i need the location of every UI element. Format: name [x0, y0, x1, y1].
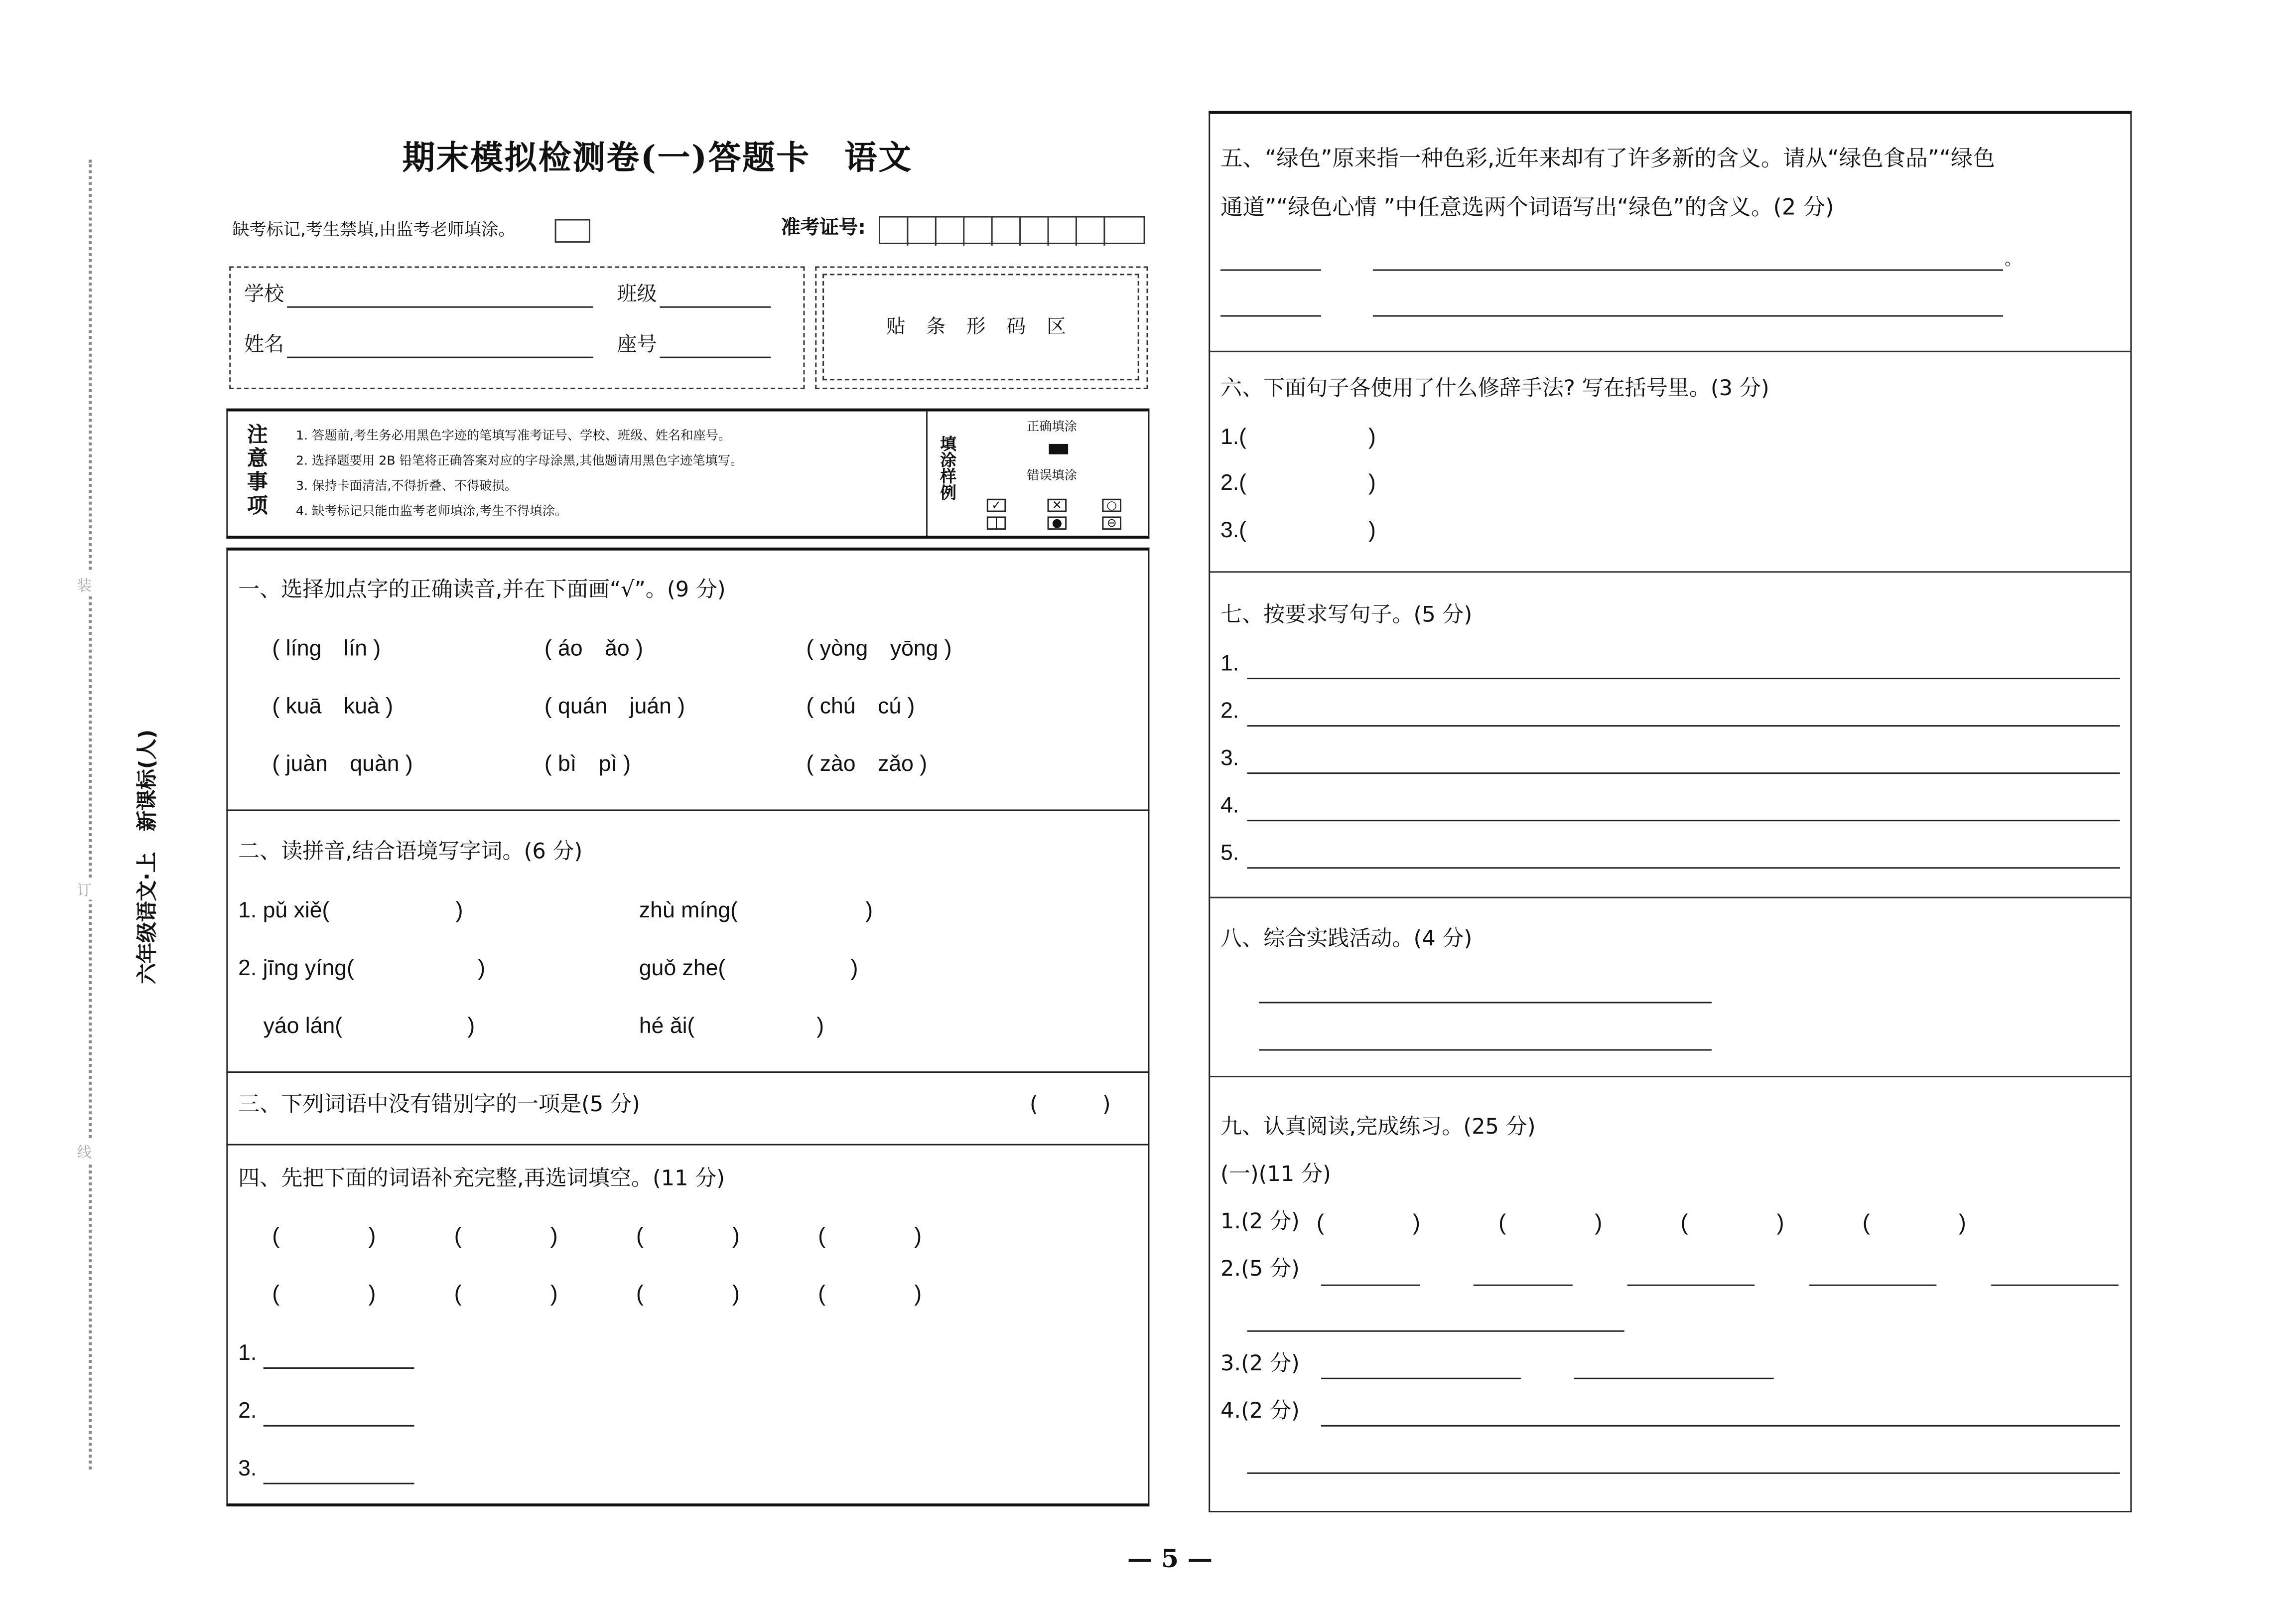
- q7-line[interactable]: [1247, 867, 2120, 869]
- q2-item: 1. pǔ xiě(: [238, 898, 330, 924]
- q5-title-line2: 通道”“绿色心情 ”中任意选两个词语写出“绿色”的含义。(2 分): [1220, 194, 1834, 221]
- q1-option[interactable]: ( líng lín ): [272, 636, 381, 662]
- q5-end-mark: 。: [2004, 250, 2021, 270]
- exam-id-grid[interactable]: [879, 216, 1145, 244]
- q2-close: ): [816, 1014, 824, 1039]
- notice-heading: 注意事项: [244, 423, 268, 518]
- exam-id-label: 准考证号:: [781, 217, 866, 240]
- q9-sub4-label: 4.(2 分): [1220, 1400, 1300, 1424]
- binding-mark-zhuang: 装: [77, 573, 92, 595]
- q4-blank-line[interactable]: [264, 1367, 414, 1369]
- exam-id-cell[interactable]: [908, 218, 936, 246]
- q9-sub2-line[interactable]: [1809, 1285, 1936, 1286]
- q1-option[interactable]: ( quán juán ): [544, 694, 685, 720]
- q5-meaning-field[interactable]: [1373, 315, 2003, 317]
- q1-option[interactable]: ( chú cú ): [806, 694, 915, 720]
- sample-heading: 填涂样例: [938, 435, 957, 500]
- q8-title: 八、综合实践活动。(4 分): [1220, 928, 1473, 952]
- q8-line[interactable]: [1259, 1049, 1712, 1051]
- q4-blank-line[interactable]: [264, 1425, 414, 1427]
- wrong-circle-mark-icon: ○: [1102, 499, 1121, 512]
- q7-line[interactable]: [1247, 725, 2120, 727]
- q4-bracket[interactable]: ( ): [272, 1281, 376, 1307]
- wrong-dot-mark-icon: ●: [1048, 516, 1067, 530]
- notice-item: 3. 保持卡面清洁,不得折叠、不得破损。: [295, 479, 517, 494]
- wrong-fill-label: 错误填涂: [1026, 469, 1077, 484]
- absent-mark-box[interactable]: [555, 219, 590, 243]
- q2-close: ): [865, 898, 873, 924]
- q9-sub2-line[interactable]: [1627, 1285, 1755, 1286]
- q9-sub2-line[interactable]: [1474, 1285, 1573, 1286]
- barcode-area: [822, 274, 1139, 380]
- q1-option[interactable]: ( yòng yōng ): [806, 636, 952, 662]
- right-answer-area: [1209, 111, 2132, 1512]
- section-divider: [226, 1071, 1149, 1073]
- q5-meaning-field[interactable]: [1373, 269, 2003, 271]
- q8-line[interactable]: [1259, 1002, 1712, 1003]
- q2-close: ): [850, 956, 858, 981]
- exam-id-cell[interactable]: [1077, 218, 1105, 246]
- name-field[interactable]: [287, 357, 593, 358]
- section-divider: [1209, 351, 2132, 352]
- q7-line[interactable]: [1247, 772, 2120, 774]
- q9-sub4-line[interactable]: [1321, 1425, 2120, 1427]
- q4-blank-label: 1.: [238, 1340, 257, 1366]
- exam-id-cell[interactable]: [1105, 218, 1133, 246]
- q7-line[interactable]: [1247, 678, 2120, 679]
- q9-sub1-bracket[interactable]: ( ): [1498, 1210, 1603, 1236]
- exam-id-cell[interactable]: [880, 218, 908, 246]
- q4-bracket[interactable]: ( ): [818, 1223, 922, 1249]
- wrong-oval-mark-icon: ⊖: [1102, 516, 1121, 530]
- q5-title-line1: 五、“绿色”原来指一种色彩,近年来却有了许多新的含义。请从“绿色食品”“绿色: [1220, 145, 1996, 172]
- q3-answer-bracket[interactable]: ( ): [1029, 1093, 1111, 1118]
- q9-sub2-line[interactable]: [1991, 1285, 2118, 1286]
- section-divider: [1209, 571, 2132, 573]
- q9-sub1-label: 1.(2 分): [1220, 1210, 1300, 1234]
- q4-blank-label: 2.: [238, 1398, 257, 1424]
- notice-divider: [926, 412, 928, 536]
- q7-item: 4.: [1220, 793, 1239, 819]
- q6-close: ): [1368, 470, 1376, 496]
- school-field[interactable]: [287, 306, 593, 308]
- q4-title: 四、先把下面的词语补充完整,再选词填空。(11 分): [238, 1168, 725, 1191]
- correct-fill-mark: [1049, 444, 1069, 454]
- notice-item: 4. 缺考标记只能由监考老师填涂,考生不得填涂。: [295, 504, 567, 520]
- q2-close: ): [455, 898, 463, 924]
- q4-bracket[interactable]: ( ): [454, 1223, 558, 1249]
- q9-sub1-bracket[interactable]: ( ): [1862, 1210, 1966, 1236]
- q2-title: 二、读拼音,结合语境写字词。(6 分): [238, 840, 583, 865]
- q7-line[interactable]: [1247, 820, 2120, 821]
- q4-bracket[interactable]: ( ): [818, 1281, 922, 1307]
- section-divider: [226, 809, 1149, 811]
- student-info-box: [229, 267, 805, 389]
- q6-item: 3.(: [1220, 518, 1247, 543]
- notice-item: 1. 答题前,考生务必用黑色字迹的笔填写准考证号、学校、班级、姓名和座号。: [295, 429, 731, 444]
- q2-item: guǒ zhe(: [639, 956, 726, 981]
- q9-sub4-line[interactable]: [1247, 1472, 2120, 1474]
- q9-sub2-line[interactable]: [1321, 1285, 1420, 1286]
- q2-item: yáo lán(: [263, 1014, 343, 1039]
- q5-word-field[interactable]: [1220, 315, 1321, 317]
- q9-sub1-bracket[interactable]: ( ): [1680, 1210, 1784, 1236]
- q9-sub3-line[interactable]: [1574, 1378, 1774, 1379]
- q4-blank-line[interactable]: [264, 1483, 414, 1484]
- q7-item: 3.: [1220, 745, 1239, 771]
- notice-item: 2. 选择题要用 2B 铅笔将正确答案对应的字母涂黑,其他题请用黑色字迹笔填写。: [295, 454, 743, 469]
- q4-bracket[interactable]: ( ): [636, 1281, 740, 1307]
- exam-id-cell[interactable]: [937, 218, 964, 246]
- barcode-outer-box: [815, 267, 1148, 389]
- q1-title: 一、选择加点字的正确读音,并在下面画“√”。(9 分): [238, 579, 726, 602]
- name-label: 姓名: [244, 333, 284, 357]
- q7-item: 2.: [1220, 698, 1239, 724]
- q5-word-field[interactable]: [1220, 269, 1321, 271]
- barcode-label: 贴 条 形 码 区: [886, 316, 1074, 339]
- seat-field[interactable]: [660, 357, 771, 358]
- q2-item: hé ǎi(: [639, 1014, 695, 1039]
- q6-title: 六、下面句子各使用了什么修辞手法? 写在括号里。(3 分): [1220, 377, 1769, 401]
- q1-option[interactable]: ( bì pì ): [544, 751, 631, 777]
- binding-mark-xian: 线: [77, 1140, 92, 1162]
- q9-sub3-line[interactable]: [1321, 1378, 1521, 1379]
- exam-id-cell[interactable]: [993, 218, 1021, 246]
- q7-title: 七、按要求写句子。(5 分): [1220, 603, 1473, 628]
- q7-item: 1.: [1220, 651, 1239, 677]
- wrong-check-mark-icon: ✓: [987, 499, 1006, 512]
- binding-mark-ding: 订: [77, 878, 92, 900]
- q6-item: 2.(: [1220, 470, 1247, 496]
- q1-option[interactable]: ( juàn quàn ): [272, 751, 413, 777]
- q9-part: (一)(11 分): [1220, 1163, 1331, 1187]
- q6-item: 1.(: [1220, 425, 1247, 450]
- q1-option[interactable]: ( zào zǎo ): [806, 751, 928, 777]
- q9-sub1-bracket[interactable]: ( ): [1317, 1210, 1420, 1236]
- q4-bracket[interactable]: ( ): [636, 1223, 740, 1249]
- correct-fill-label: 正确填涂: [1026, 420, 1077, 436]
- q7-item: 5.: [1220, 840, 1239, 866]
- exam-id-cell[interactable]: [964, 218, 992, 246]
- school-label: 学校: [244, 283, 284, 306]
- q9-sub2-line[interactable]: [1247, 1330, 1624, 1332]
- exam-id-cell[interactable]: [1021, 218, 1049, 246]
- binding-line: [89, 160, 92, 1469]
- wrong-cross-mark-icon: ✕: [1048, 499, 1067, 512]
- q2-close: ): [478, 956, 486, 981]
- spine-text: 六年级语文·上 新课标(人): [136, 729, 160, 984]
- section-divider: [1209, 897, 2132, 898]
- seat-label: 座号: [617, 333, 657, 357]
- absent-note: 缺考标记,考生禁填,由监考老师填涂。: [232, 219, 516, 240]
- q6-close: ): [1368, 518, 1376, 543]
- q4-blank-label: 3.: [238, 1456, 257, 1481]
- wrong-line-mark-icon: |: [987, 516, 1006, 530]
- notice-box: [226, 409, 1149, 539]
- q9-sub3-label: 3.(2 分): [1220, 1352, 1300, 1376]
- q1-option[interactable]: ( áo ǎo ): [544, 636, 643, 662]
- section-divider: [226, 1144, 1149, 1146]
- q2-close: ): [467, 1014, 475, 1039]
- q9-title: 九、认真阅读,完成练习。(25 分): [1220, 1116, 1536, 1140]
- exam-id-cell[interactable]: [1049, 218, 1077, 246]
- class-label: 班级: [617, 283, 657, 306]
- class-field[interactable]: [660, 306, 771, 308]
- q2-item: 2. jīng yíng(: [238, 956, 354, 981]
- q3-title: 三、下列词语中没有错别字的一项是(5 分): [238, 1093, 640, 1118]
- section-divider: [1209, 1076, 2132, 1077]
- q4-bracket[interactable]: ( ): [272, 1223, 376, 1249]
- q9-sub2-label: 2.(5 分): [1220, 1258, 1300, 1282]
- page-title: 期末模拟检测卷(一)答题卡 语文: [402, 139, 913, 178]
- q6-close: ): [1368, 425, 1376, 450]
- page-number: — 5 —: [1127, 1545, 1213, 1575]
- q2-item: zhù míng(: [639, 898, 738, 924]
- q1-option[interactable]: ( kuā kuà ): [272, 694, 394, 720]
- q4-bracket[interactable]: ( ): [454, 1281, 558, 1307]
